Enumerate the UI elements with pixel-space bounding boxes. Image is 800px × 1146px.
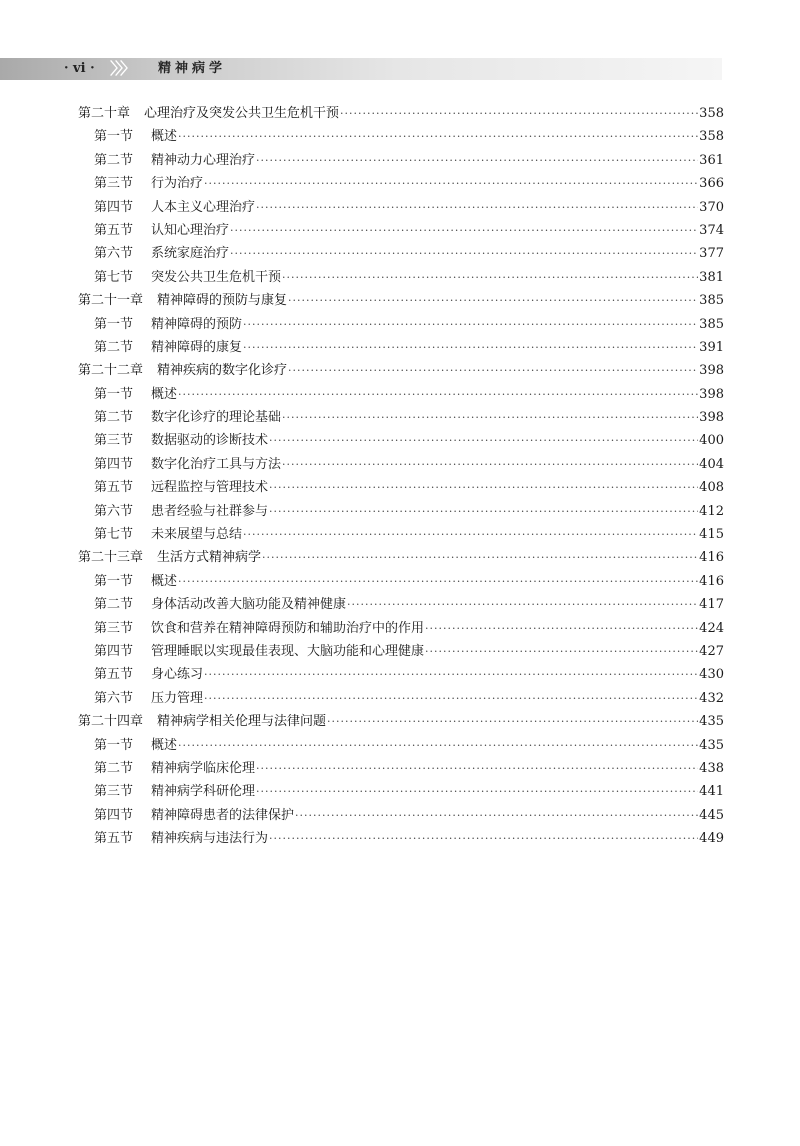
section-title: 精神障碍患者的法律保护 <box>151 807 295 823</box>
page-number: · vi · <box>64 61 95 76</box>
toc-section-entry <box>78 523 724 546</box>
toc-section-entry <box>78 196 724 219</box>
section-title: 未来展望与总结 <box>151 527 243 543</box>
toc-section-entry <box>78 406 724 429</box>
toc-chapter-entry <box>78 102 724 125</box>
page-reference: 415 <box>699 527 724 543</box>
dot-leader <box>347 593 698 616</box>
toc-section-entry <box>78 313 724 336</box>
section-number: 第三节 <box>94 620 134 636</box>
page-reference: 424 <box>699 620 724 636</box>
toc-section-entry <box>78 219 724 242</box>
section-title: 远程监控与管理技术 <box>151 480 269 496</box>
section-title: 概述 <box>151 737 178 753</box>
section-title: 概述 <box>151 129 178 145</box>
dot-leader <box>295 804 698 827</box>
section-number: 第三节 <box>94 784 134 800</box>
section-number: 第一节 <box>94 737 134 753</box>
page-reference: 358 <box>699 129 724 145</box>
section-title: 数据驱动的诊断技术 <box>151 433 269 449</box>
dot-leader <box>178 125 698 148</box>
toc-section-entry <box>78 780 724 803</box>
toc-section-entry <box>78 172 724 195</box>
chapter-title: 精神障碍的预防与康复 <box>157 293 288 309</box>
section-number: 第四节 <box>94 199 134 215</box>
table-of-contents <box>78 102 724 851</box>
chapter-number: 第二十三章 <box>78 550 144 566</box>
dot-leader <box>340 102 698 125</box>
section-title: 精神病学临床伦理 <box>151 760 256 776</box>
chapter-title: 心理治疗及突发公共卫生危机干预 <box>144 106 340 121</box>
section-number: 第一节 <box>94 316 134 332</box>
page-reference: 427 <box>699 643 724 659</box>
section-title: 管理睡眠以实现最佳表现、大脑功能和心理健康 <box>151 643 425 659</box>
section-number: 第五节 <box>94 480 134 496</box>
chapter-number: 第二十章 <box>78 106 131 121</box>
section-title: 饮食和营养在精神障碍预防和辅助治疗中的作用 <box>151 620 425 636</box>
toc-section-entry <box>78 149 724 172</box>
section-number: 第二节 <box>94 760 134 776</box>
page-reference: 416 <box>699 573 724 589</box>
page-reference: 432 <box>699 690 724 706</box>
dot-leader <box>256 757 698 780</box>
dot-leader <box>204 687 698 710</box>
page-reference: 438 <box>699 760 724 776</box>
section-title: 精神疾病与违法行为 <box>151 831 269 847</box>
dot-leader <box>256 780 698 803</box>
dot-leader <box>243 336 698 359</box>
page-reference: 385 <box>699 293 724 309</box>
toc-section-entry <box>78 336 724 359</box>
toc-section-entry <box>78 570 724 593</box>
dot-leader <box>204 663 698 686</box>
dot-leader <box>269 476 698 499</box>
toc-section-entry <box>78 593 724 616</box>
chapter-number: 第二十四章 <box>78 714 144 730</box>
section-number: 第二节 <box>94 339 134 355</box>
section-number: 第一节 <box>94 386 134 402</box>
toc-section-entry <box>78 734 724 757</box>
page-reference: 412 <box>699 503 724 519</box>
page-reference: 417 <box>699 597 724 613</box>
section-number: 第五节 <box>94 667 134 683</box>
page-reference: 398 <box>699 363 724 379</box>
section-title: 精神障碍的康复 <box>151 339 243 355</box>
section-number: 第六节 <box>94 690 134 706</box>
dot-leader <box>256 149 698 172</box>
section-number: 第一节 <box>94 573 134 589</box>
section-title: 人本主义心理治疗 <box>151 199 256 215</box>
section-number: 第三节 <box>94 176 134 192</box>
page-reference: 398 <box>699 386 724 402</box>
section-title: 数字化治疗工具与方法 <box>151 456 282 472</box>
page-reference: 435 <box>699 714 724 730</box>
section-number: 第六节 <box>94 503 134 519</box>
book-title: 精神病学 <box>158 61 227 76</box>
page-reference: 370 <box>699 199 724 215</box>
toc-section-entry <box>78 827 724 850</box>
dot-leader <box>204 172 698 195</box>
dot-leader <box>425 617 698 640</box>
section-title: 精神病学科研伦理 <box>151 784 256 800</box>
section-title: 身心练习 <box>151 667 204 683</box>
dot-leader <box>282 266 698 289</box>
chapter-title: 精神病学相关伦理与法律问题 <box>157 714 327 730</box>
toc-section-entry <box>78 687 724 710</box>
section-title: 概述 <box>151 573 178 589</box>
section-title: 压力管理 <box>151 690 204 706</box>
toc-section-entry <box>78 804 724 827</box>
page-reference: 416 <box>699 550 724 566</box>
section-number: 第二节 <box>94 152 134 168</box>
toc-section-entry <box>78 640 724 663</box>
page-reference: 358 <box>699 106 724 121</box>
dot-leader <box>178 570 698 593</box>
page-reference: 366 <box>699 176 724 192</box>
toc-chapter-entry <box>78 546 724 569</box>
section-number: 第五节 <box>94 831 134 847</box>
section-title: 患者经验与社群参与 <box>151 503 269 519</box>
page-reference: 404 <box>699 456 724 472</box>
chapter-title: 生活方式精神病学 <box>157 550 262 566</box>
section-number: 第六节 <box>94 246 134 262</box>
dot-leader <box>269 827 698 850</box>
dot-leader <box>262 546 698 569</box>
toc-section-entry <box>78 500 724 523</box>
dot-leader <box>282 406 698 429</box>
section-number: 第二节 <box>94 410 134 426</box>
section-title: 身体活动改善大脑功能及精神健康 <box>151 597 347 613</box>
section-title: 精神障碍的预防 <box>151 316 243 332</box>
section-number: 第三节 <box>94 433 134 449</box>
section-number: 第一节 <box>94 129 134 145</box>
page-reference: 381 <box>699 269 724 285</box>
chapter-title: 精神疾病的数字化诊疗 <box>157 363 288 379</box>
dot-leader <box>178 734 698 757</box>
dot-leader <box>230 219 698 242</box>
dot-leader <box>269 429 698 452</box>
section-title: 概述 <box>151 386 178 402</box>
toc-section-entry <box>78 453 724 476</box>
section-number: 第七节 <box>94 269 134 285</box>
dot-leader <box>327 710 698 733</box>
page-reference: 377 <box>699 246 724 262</box>
toc-chapter-entry <box>78 710 724 733</box>
section-number: 第四节 <box>94 807 134 823</box>
section-number: 第四节 <box>94 456 134 472</box>
page-reference: 374 <box>699 222 724 238</box>
toc-chapter-entry <box>78 289 724 312</box>
toc-section-entry <box>78 663 724 686</box>
page-reference: 398 <box>699 410 724 426</box>
section-title: 认知心理治疗 <box>151 222 230 238</box>
section-number: 第七节 <box>94 527 134 543</box>
running-header <box>0 58 722 80</box>
dot-leader <box>282 453 698 476</box>
toc-chapter-entry <box>78 359 724 382</box>
page-reference: 449 <box>699 831 724 847</box>
section-number: 第二节 <box>94 597 134 613</box>
toc-section-entry <box>78 383 724 406</box>
toc-section-entry <box>78 242 724 265</box>
toc-section-entry <box>78 125 724 148</box>
dot-leader <box>243 313 698 336</box>
page-reference: 361 <box>699 152 724 168</box>
dot-leader <box>256 196 698 219</box>
chevron-decoration-icon: 〉〉〉 <box>110 59 134 78</box>
page-reference: 441 <box>699 784 724 800</box>
toc-section-entry <box>78 429 724 452</box>
section-title: 突发公共卫生危机干预 <box>151 269 282 285</box>
page-reference: 391 <box>699 339 724 355</box>
section-number: 第五节 <box>94 222 134 238</box>
toc-section-entry <box>78 617 724 640</box>
page-reference: 445 <box>699 807 724 823</box>
section-title: 系统家庭治疗 <box>151 246 230 262</box>
page-reference: 435 <box>699 737 724 753</box>
dot-leader <box>178 383 698 406</box>
chapter-number: 第二十二章 <box>78 363 144 379</box>
dot-leader <box>230 242 698 265</box>
section-title: 行为治疗 <box>151 176 204 192</box>
page-reference: 385 <box>699 316 724 332</box>
section-title: 精神动力心理治疗 <box>151 152 256 168</box>
dot-leader <box>288 359 698 382</box>
toc-section-entry <box>78 266 724 289</box>
page-reference: 408 <box>699 480 724 496</box>
dot-leader <box>243 523 698 546</box>
dot-leader <box>288 289 698 312</box>
toc-section-entry <box>78 757 724 780</box>
section-title: 数字化诊疗的理论基础 <box>151 410 282 426</box>
page-reference: 400 <box>699 433 724 449</box>
page-reference: 430 <box>699 667 724 683</box>
toc-section-entry <box>78 476 724 499</box>
dot-leader <box>269 500 698 523</box>
dot-leader <box>425 640 698 663</box>
section-number: 第四节 <box>94 643 134 659</box>
chapter-number: 第二十一章 <box>78 293 144 309</box>
